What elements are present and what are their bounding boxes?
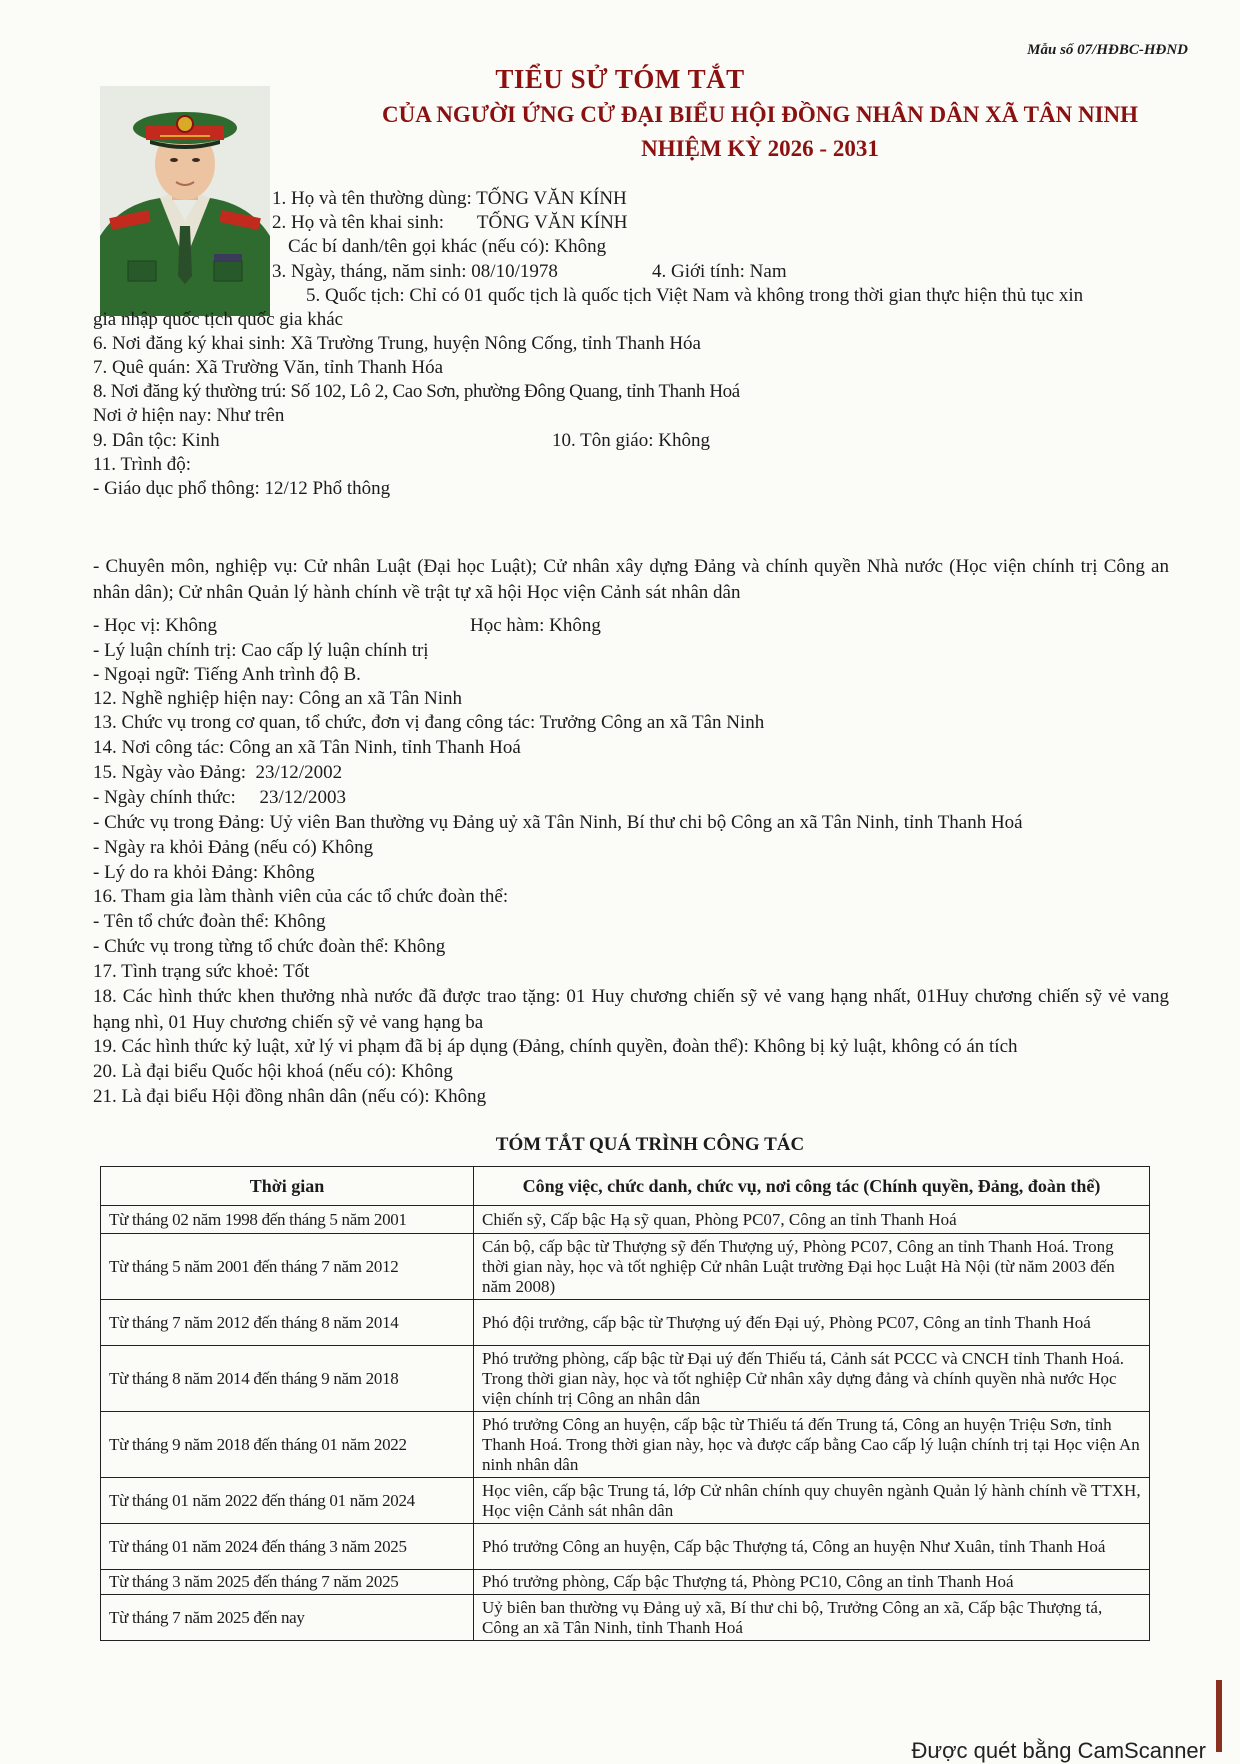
row-duties: Uỷ biên ban thường vụ Đảng uỷ xã, Bí thư chi bộ, Trưởng Công an xã, Cấp bậc Thượng tá, Công an xã Tân Ninh, tỉnh Thanh Hoá xyxy=(474,1595,1150,1641)
scan-edge-shadow xyxy=(1216,1680,1222,1752)
table-row xyxy=(101,1524,1150,1570)
field-party-position: - Chức vụ trong Đảng: Uỷ viên Ban thường vụ Đảng uỷ xã Tân Ninh, Bí thư chi bộ Công an xã Tân Ninh, tỉnh Thanh Hoá xyxy=(93,812,1023,833)
field-professional: - Chuyên môn, nghiệp vụ: Cử nhân Luật (Đại học Luật); Cử nhân xây dựng Đảng và chính quyền Nhà nước (Học viện chính trị Công an nhân dân); Cử nhân Quản lý hành chính về trật tự xã hội Học viện Cảnh sát nhân dân xyxy=(93,556,1169,603)
field-occupation: 12. Nghề nghiệp hiện nay: Công an xã Tân Ninh xyxy=(93,688,463,709)
document-title: TIỂU SỬ TÓM TẮT xyxy=(495,64,745,94)
field-party-join-date: 15. Ngày vào Đảng: 23/12/2002 xyxy=(93,762,343,783)
field-party-leave-date: - Ngày ra khỏi Đảng (nếu có) Không xyxy=(93,837,374,858)
field-organization-name: - Tên tổ chức đoàn thể: Không xyxy=(93,911,326,932)
field-gender: 4. Giới tính: Nam xyxy=(652,261,787,282)
field-nationality-cont: gia nhập quốc tịch quốc gia khác xyxy=(93,309,344,330)
field-party-leave-reason: - Lý do ra khỏi Đảng: Không xyxy=(93,862,315,883)
row-duties: Phó đội trưởng, cấp bậc từ Thượng uý đến Đại uý, Phòng PC07, Công an tỉnh Thanh Hoá xyxy=(474,1300,1150,1346)
portrait-photo xyxy=(100,86,270,316)
field-hometown: 7. Quê quán: Xã Trường Văn, tỉnh Thanh Hóa xyxy=(93,357,444,378)
table-row xyxy=(101,1570,1150,1595)
table-header-row xyxy=(101,1167,1150,1206)
field-academic-degree: - Học vị: Không xyxy=(93,615,218,636)
table-row xyxy=(101,1595,1150,1641)
row-duties: Cán bộ, cấp bậc từ Thượng sỹ đến Thượng uý, Phòng PC07, Công an tỉnh Thanh Hoá. Trong thời gian này, học và tốt nghiệp Cử nhân Luật trường Đại học Luật Hà Nội (từ năm 2003 đến năm 2008) xyxy=(474,1234,1150,1300)
header-period: Thời gian xyxy=(101,1167,474,1206)
row-period: Từ tháng 3 năm 2025 đến tháng 7 năm 2025 xyxy=(101,1570,474,1595)
field-education-heading: 11. Trình độ: xyxy=(93,454,192,475)
row-duties: Chiến sỹ, Cấp bậc Hạ sỹ quan, Phòng PC07, Công an tỉnh Thanh Hoá xyxy=(474,1206,1150,1234)
field-political-theory: - Lý luận chính trị: Cao cấp lý luận chính trị xyxy=(93,640,429,661)
field-general-education: - Giáo dục phổ thông: 12/12 Phổ thông xyxy=(93,478,391,499)
row-period: Từ tháng 8 năm 2014 đến tháng 9 năm 2018 xyxy=(101,1346,474,1412)
table-row xyxy=(101,1412,1150,1478)
field-academic-title: Học hàm: Không xyxy=(470,615,601,636)
row-duties: Phó trưởng Công an huyện, Cấp bậc Thượng tá, Công an huyện Như Xuân, tỉnh Thanh Hoá xyxy=(474,1524,1150,1570)
field-peoples-council: 21. Là đại biểu Hội đồng nhân dân (nếu có): Không xyxy=(93,1086,487,1107)
field-organizations: 16. Tham gia làm thành viên của các tổ chức đoàn thể: xyxy=(93,886,509,907)
row-period: Từ tháng 5 năm 2001 đến tháng 7 năm 2012 xyxy=(101,1234,474,1300)
row-duties: Phó trưởng phòng, cấp bậc từ Đại uý đến Thiếu tá, Cảnh sát PCCC và CNCH tỉnh Thanh Hoá. Trong thời gian này, học và tốt nghiệp Cử nhân xây dựng đảng và chính quyền nhà nước Học viện chính trị Công an nhân dân xyxy=(474,1346,1150,1412)
field-birth-registration: 6. Nơi đăng ký khai sinh: Xã Trường Trung, huyện Nông Cống, tỉnh Thanh Hóa xyxy=(93,333,701,354)
field-workplace: 14. Nơi công tác: Công an xã Tân Ninh, tỉnh Thanh Hoá xyxy=(93,737,521,758)
work-history-table xyxy=(100,1166,1150,1641)
field-current-residence: Nơi ở hiện nay: Như trên xyxy=(93,405,285,426)
document-subtitle: CỦA NGƯỜI ỨNG CỬ ĐẠI BIỂU HỘI ĐỒNG NHÂN DÂN XÃ TÂN NINH xyxy=(381,102,1139,127)
row-period: Từ tháng 02 năm 1998 đến tháng 5 năm 2001 xyxy=(101,1206,474,1234)
table-row xyxy=(101,1234,1150,1300)
row-period: Từ tháng 01 năm 2024 đến tháng 3 năm 2025 xyxy=(101,1524,474,1570)
header-duties: Công việc, chức danh, chức vụ, nơi công tác (Chính quyền, Đảng, đoàn thể) xyxy=(474,1167,1150,1206)
table-row xyxy=(101,1300,1150,1346)
field-aliases: Các bí danh/tên gọi khác (nếu có): Không xyxy=(288,236,607,257)
field-birth-date: 3. Ngày, tháng, năm sinh: 08/10/1978 xyxy=(272,261,558,282)
form-number: Mẫu số 07/HĐBC-HĐND xyxy=(1027,42,1188,58)
row-duties: Phó trưởng phòng, Cấp bậc Thượng tá, Phòng PC10, Công an tỉnh Thanh Hoá xyxy=(474,1570,1150,1595)
field-common-name: 1. Họ và tên thường dùng: TỐNG VĂN KÍNH xyxy=(272,188,627,209)
field-party-official-date: - Ngày chính thức: 23/12/2003 xyxy=(93,787,347,808)
table-row xyxy=(101,1346,1150,1412)
work-history-title: TÓM TẮT QUÁ TRÌNH CÔNG TÁC xyxy=(495,1134,805,1155)
row-duties: Phó trưởng Công an huyện, cấp bậc từ Thiếu tá đến Trung tá, Công an huyện Triệu Sơn, tỉnh Thanh Hoá. Trong thời gian này, học và được cấp bằng Cao cấp lý luận chính trị tại Học viện An ninh nhân dân xyxy=(474,1412,1150,1478)
field-foreign-language: - Ngoại ngữ: Tiếng Anh trình độ B. xyxy=(93,664,361,685)
row-period: Từ tháng 7 năm 2025 đến nay xyxy=(101,1595,474,1641)
field-organization-position: - Chức vụ trong từng tổ chức đoàn thể: Không xyxy=(93,936,446,957)
field-discipline: 19. Các hình thức kỷ luật, xử lý vi phạm đã bị áp dụng (Đảng, chính quyền, đoàn thể): Không bị kỷ luật, không có án tích xyxy=(93,1036,1018,1057)
row-duties: Học viên, cấp bậc Trung tá, lớp Cử nhân chính quy chuyên ngành Quản lý hành chính về TTXH, Học viện Cảnh sát nhân dân xyxy=(474,1478,1150,1524)
row-period: Từ tháng 7 năm 2012 đến tháng 8 năm 2014 xyxy=(101,1300,474,1346)
field-ethnicity: 9. Dân tộc: Kinh xyxy=(93,430,220,451)
portrait-photo-icon xyxy=(100,86,270,316)
table-row xyxy=(101,1478,1150,1524)
field-nationality: 5. Quốc tịch: Chỉ có 01 quốc tịch là quốc tịch Việt Nam và không trong thời gian thực hiện thủ tục xin xyxy=(306,285,1084,306)
field-permanent-residence: 8. Nơi đăng ký thường trú: Số 102, Lô 2, Cao Sơn, phường Đông Quang, tỉnh Thanh Hoá xyxy=(93,381,740,402)
field-birth-name: 2. Họ và tên khai sinh: TỐNG VĂN KÍNH xyxy=(272,212,628,233)
row-period: Từ tháng 01 năm 2022 đến tháng 01 năm 2024 xyxy=(101,1478,474,1524)
table-row xyxy=(101,1206,1150,1234)
field-religion: 10. Tôn giáo: Không xyxy=(552,430,710,451)
field-awards: 18. Các hình thức khen thưởng nhà nước đã được trao tặng: 01 Huy chương chiến sỹ vẻ vang hạng nhất, 01Huy chương chiến sỹ vẻ vang hạng nhì, 01 Huy chương chiến sỹ vẻ vang hạng ba xyxy=(93,986,1169,1033)
term-title: NHIỆM KỲ 2026 - 2031 xyxy=(641,136,879,161)
row-period: Từ tháng 9 năm 2018 đến tháng 01 năm 2022 xyxy=(101,1412,474,1478)
field-health: 17. Tình trạng sức khoẻ: Tốt xyxy=(93,961,310,982)
field-position: 13. Chức vụ trong cơ quan, tổ chức, đơn vị đang công tác: Trưởng Công an xã Tân Ninh xyxy=(93,712,765,733)
scanner-watermark: Được quét bằng CamScanner xyxy=(911,1738,1206,1763)
field-national-assembly: 20. Là đại biểu Quốc hội khoá (nếu có): Không xyxy=(93,1061,453,1082)
